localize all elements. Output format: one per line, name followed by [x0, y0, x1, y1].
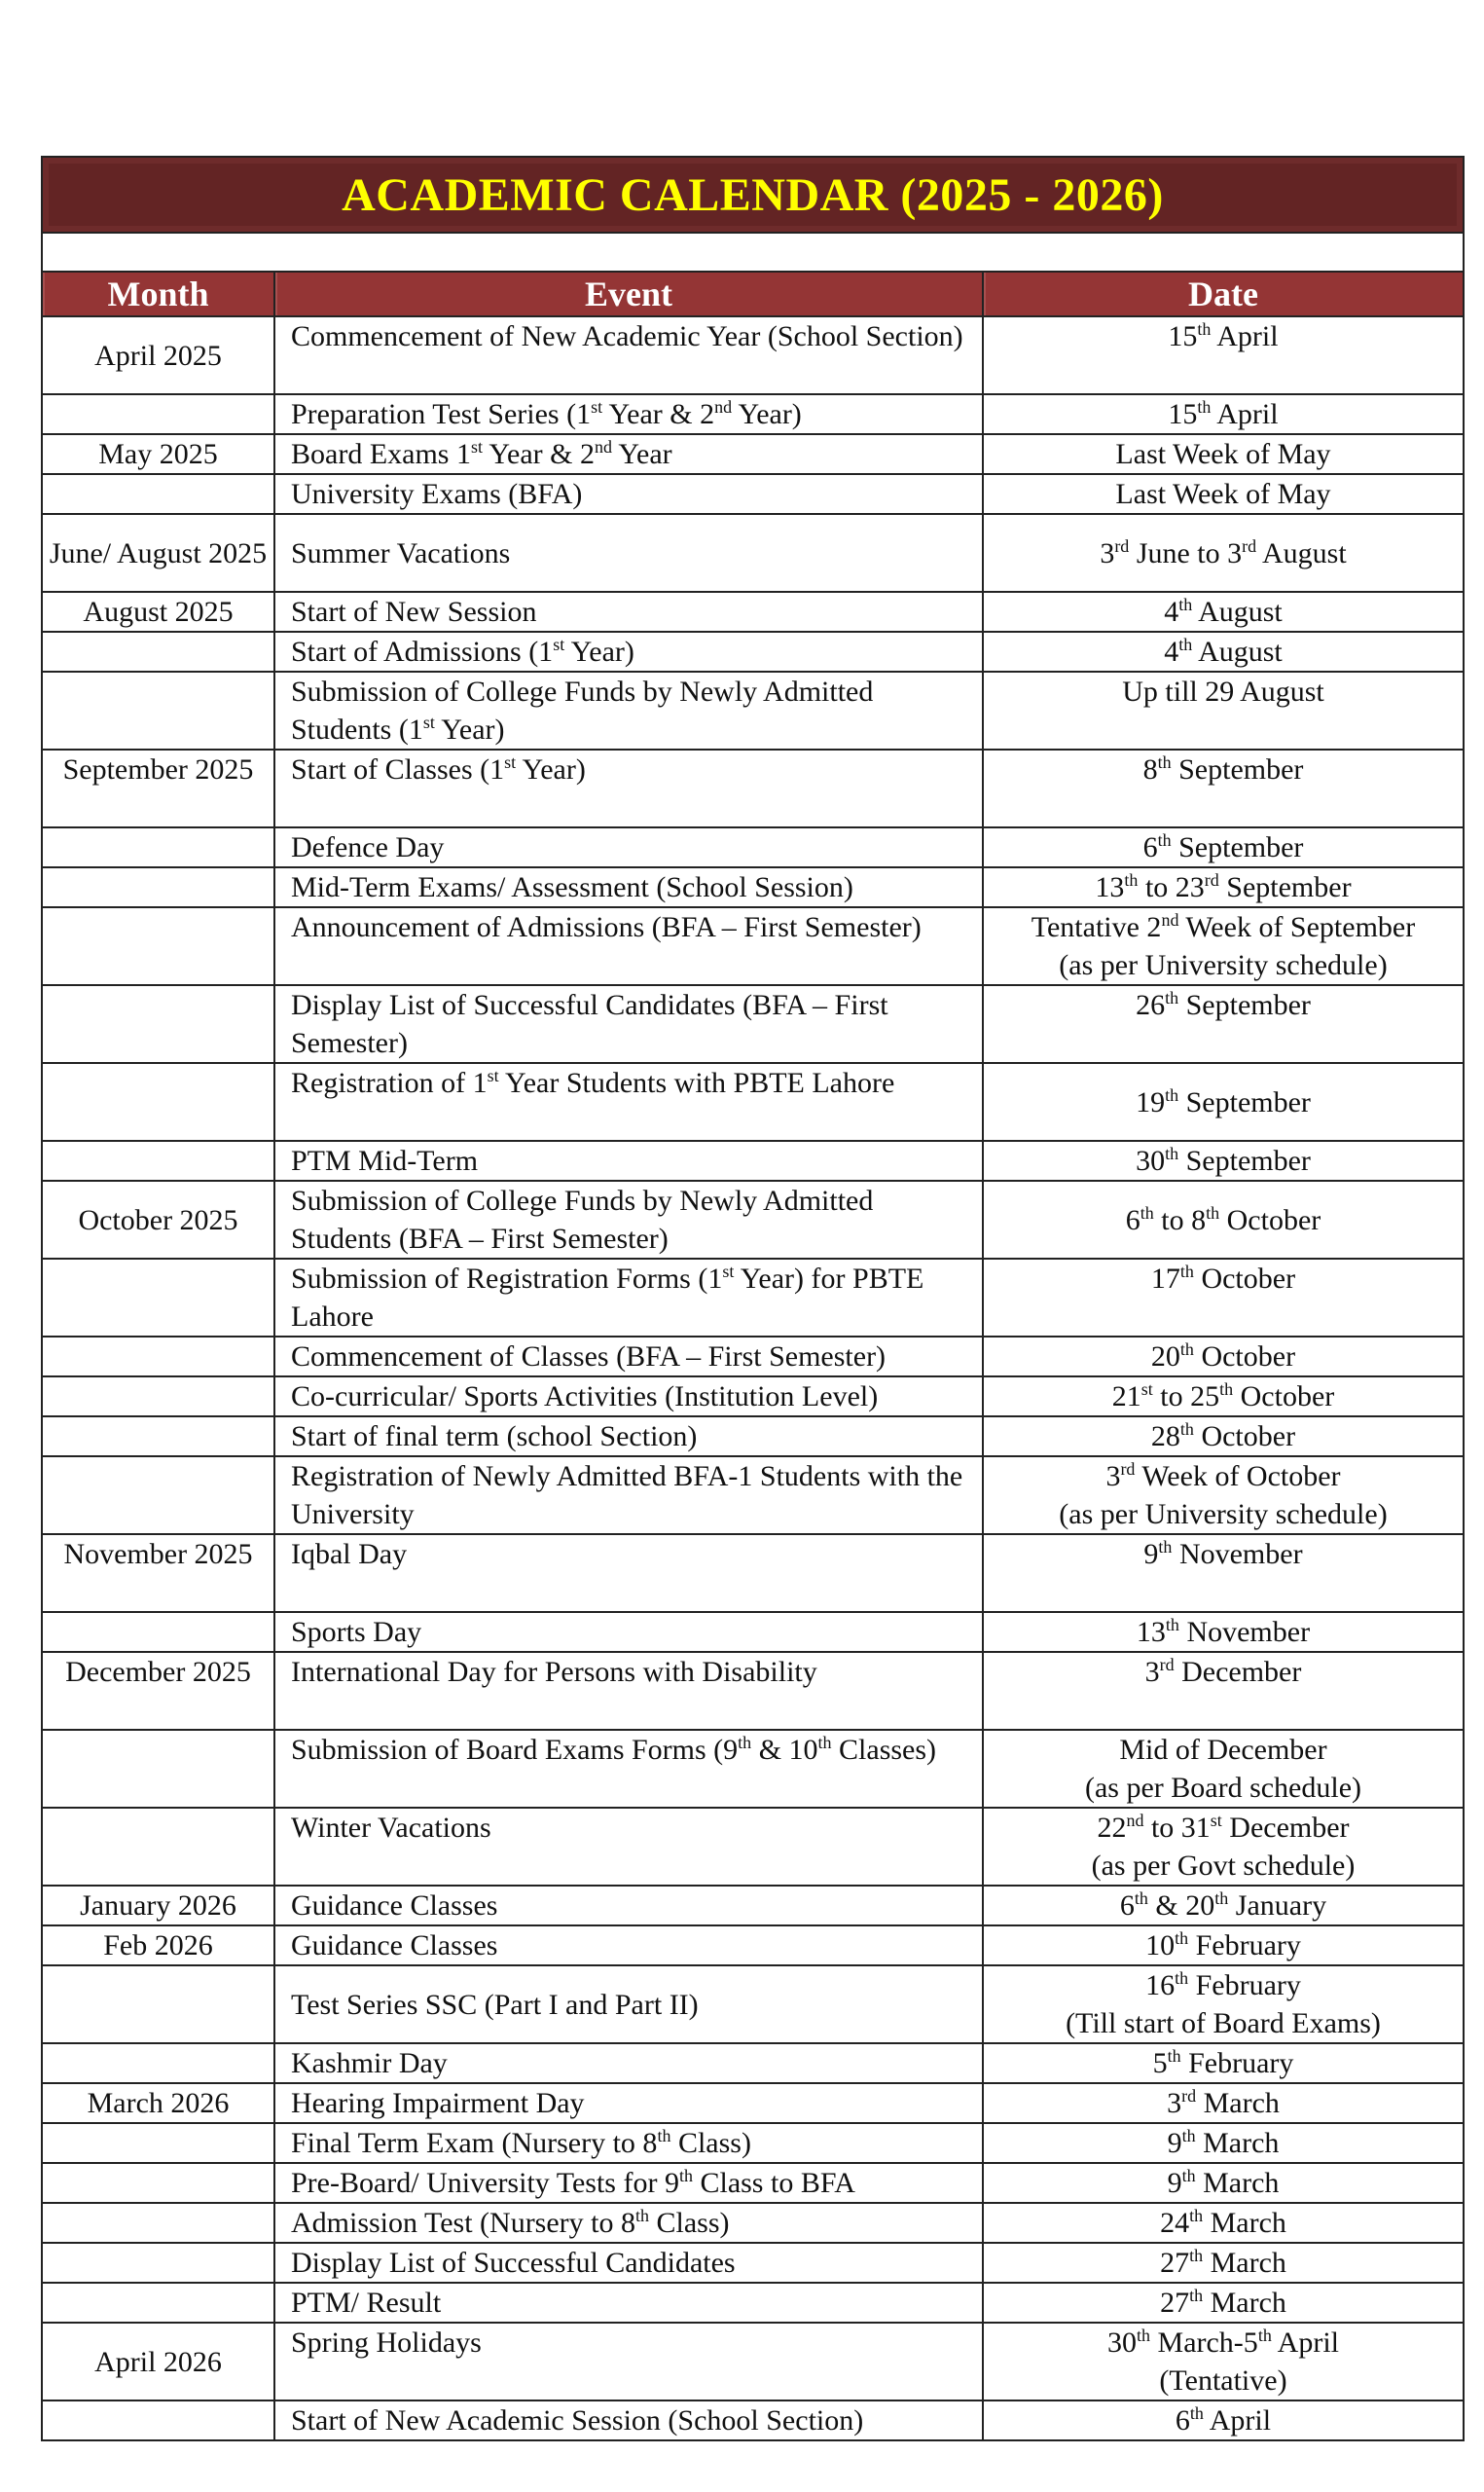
table-row: [42, 1141, 1464, 1181]
event-cell: Display List of Successful Candidates: [274, 2243, 983, 2283]
table-row: [42, 1063, 1464, 1141]
date-cell: 4th August: [983, 632, 1464, 672]
table-row: [42, 316, 1464, 394]
date-cell: 24th March: [983, 2203, 1464, 2243]
date-cell: 13th to 23rd September: [983, 867, 1464, 907]
month-cell: [42, 1259, 274, 1337]
date-cell: Tentative 2nd Week of September (as per University schedule): [983, 907, 1464, 985]
event-cell: Start of New Academic Session (School Section): [274, 2400, 983, 2440]
date-cell: 3rd December: [983, 1652, 1464, 1730]
date-cell: 3rd March: [983, 2083, 1464, 2123]
month-cell: [42, 474, 274, 514]
date-cell: 15th April: [983, 394, 1464, 434]
month-cell: October 2025: [42, 1181, 274, 1259]
table-row: [42, 1886, 1464, 1925]
date-cell: Up till 29 August: [983, 672, 1464, 750]
date-cell: 6th to 8th October: [983, 1181, 1464, 1259]
table-row: [42, 1259, 1464, 1337]
event-cell: Sports Day: [274, 1612, 983, 1652]
event-cell: International Day for Persons with Disability: [274, 1652, 983, 1730]
month-cell: [42, 672, 274, 750]
date-cell: 6th April: [983, 2400, 1464, 2440]
month-cell: [42, 1141, 274, 1181]
event-cell: Test Series SSC (Part I and Part II): [274, 1965, 983, 2043]
month-cell: [42, 867, 274, 907]
event-cell: Registration of 1st Year Students with PBTE Lahore: [274, 1063, 983, 1141]
date-cell: 6th September: [983, 827, 1464, 867]
table-row: [42, 1456, 1464, 1534]
date-cell: 17th October: [983, 1259, 1464, 1337]
table-row: [42, 1965, 1464, 2043]
event-cell: Admission Test (Nursery to 8th Class): [274, 2203, 983, 2243]
event-cell: Announcement of Admissions (BFA – First Semester): [274, 907, 983, 985]
table-row: [42, 434, 1464, 474]
date-cell: 22nd to 31st December (as per Govt schedule): [983, 1808, 1464, 1886]
month-cell: April 2026: [42, 2323, 274, 2400]
table-row: [42, 1730, 1464, 1808]
event-cell: Submission of Registration Forms (1st Year) for PBTE Lahore: [274, 1259, 983, 1337]
month-cell: [42, 1063, 274, 1141]
event-cell: Registration of Newly Admitted BFA-1 Students with the University: [274, 1456, 983, 1534]
table-row: [42, 907, 1464, 985]
event-cell: Mid-Term Exams/ Assessment (School Session): [274, 867, 983, 907]
event-cell: Submission of College Funds by Newly Admitted Students (BFA – First Semester): [274, 1181, 983, 1259]
event-cell: Pre-Board/ University Tests for 9th Class to BFA: [274, 2163, 983, 2203]
date-cell: 19th September: [983, 1063, 1464, 1141]
month-cell: [42, 2043, 274, 2083]
month-cell: January 2026: [42, 1886, 274, 1925]
date-cell: 27th March: [983, 2283, 1464, 2323]
calendar-table: [41, 156, 1465, 2441]
date-cell: 9th March: [983, 2163, 1464, 2203]
table-row: [42, 1808, 1464, 1886]
month-cell: [42, 2123, 274, 2163]
event-cell: PTM Mid-Term: [274, 1141, 983, 1181]
month-cell: May 2025: [42, 434, 274, 474]
month-cell: [42, 1965, 274, 2043]
month-cell: June/ August 2025: [42, 514, 274, 592]
event-cell: Kashmir Day: [274, 2043, 983, 2083]
month-cell: [42, 1612, 274, 1652]
page-title: ACADEMIC CALENDAR (2025 - 2026): [342, 168, 1164, 221]
month-cell: April 2025: [42, 316, 274, 394]
table-row: [42, 672, 1464, 750]
event-cell: Guidance Classes: [274, 1886, 983, 1925]
date-cell: 28th October: [983, 1416, 1464, 1456]
event-cell: Display List of Successful Candidates (BFA – First Semester): [274, 985, 983, 1063]
month-cell: [42, 1730, 274, 1808]
event-cell: Start of Admissions (1st Year): [274, 632, 983, 672]
month-cell: [42, 2243, 274, 2283]
table-row: [42, 985, 1464, 1063]
table-row: [42, 2283, 1464, 2323]
event-cell: Start of New Session: [274, 592, 983, 632]
event-cell: Hearing Impairment Day: [274, 2083, 983, 2123]
event-cell: Spring Holidays: [274, 2323, 983, 2400]
date-cell: 20th October: [983, 1337, 1464, 1376]
column-header-date: Date: [983, 272, 1464, 316]
month-cell: November 2025: [42, 1534, 274, 1612]
table-row: [42, 2400, 1464, 2440]
date-cell: 13th November: [983, 1612, 1464, 1652]
event-cell: Board Exams 1st Year & 2nd Year: [274, 434, 983, 474]
table-row: [42, 2043, 1464, 2083]
month-cell: [42, 632, 274, 672]
month-cell: [42, 1808, 274, 1886]
month-cell: [42, 1416, 274, 1456]
column-header-month: Month: [42, 272, 274, 316]
table-row: [42, 1612, 1464, 1652]
date-cell: 10th February: [983, 1925, 1464, 1965]
event-cell: Submission of Board Exams Forms (9th & 10th Classes): [274, 1730, 983, 1808]
month-cell: [42, 394, 274, 434]
date-cell: 15th April: [983, 316, 1464, 394]
date-cell: 16th February (Till start of Board Exams): [983, 1965, 1464, 2043]
month-cell: March 2026: [42, 2083, 274, 2123]
table-row: [42, 2323, 1464, 2400]
date-cell: 26th September: [983, 985, 1464, 1063]
month-cell: [42, 907, 274, 985]
event-cell: Iqbal Day: [274, 1534, 983, 1612]
table-row: [42, 1337, 1464, 1376]
month-cell: [42, 2283, 274, 2323]
date-cell: Mid of December (as per Board schedule): [983, 1730, 1464, 1808]
table-row: [42, 1181, 1464, 1259]
date-cell: Last Week of May: [983, 434, 1464, 474]
month-cell: August 2025: [42, 592, 274, 632]
spacer-cell: [42, 233, 1464, 272]
event-cell: University Exams (BFA): [274, 474, 983, 514]
date-cell: 30th September: [983, 1141, 1464, 1181]
event-cell: Co-curricular/ Sports Activities (Institution Level): [274, 1376, 983, 1416]
month-cell: December 2025: [42, 1652, 274, 1730]
table-row: [42, 867, 1464, 907]
calendar-rows: [42, 316, 1464, 2440]
event-cell: Commencement of New Academic Year (School Section): [274, 316, 983, 394]
date-cell: 9th November: [983, 1534, 1464, 1612]
spacer-row: [42, 233, 1464, 272]
month-cell: Feb 2026: [42, 1925, 274, 1965]
event-cell: Preparation Test Series (1st Year & 2nd Year): [274, 394, 983, 434]
event-cell: Defence Day: [274, 827, 983, 867]
table-row: [42, 1376, 1464, 1416]
column-header-row: [42, 272, 1464, 316]
table-row: [42, 1534, 1464, 1612]
event-cell: Start of Classes (1st Year): [274, 750, 983, 827]
event-cell: Final Term Exam (Nursery to 8th Class): [274, 2123, 983, 2163]
month-cell: [42, 2400, 274, 2440]
date-cell: 9th March: [983, 2123, 1464, 2163]
date-cell: 27th March: [983, 2243, 1464, 2283]
event-cell: Commencement of Classes (BFA – First Semester): [274, 1337, 983, 1376]
date-cell: 21st to 25th October: [983, 1376, 1464, 1416]
date-cell: 30th March-5th April (Tentative): [983, 2323, 1464, 2400]
academic-calendar-page: [41, 156, 1463, 2441]
month-cell: [42, 985, 274, 1063]
table-row: [42, 394, 1464, 434]
event-cell: Start of final term (school Section): [274, 1416, 983, 1456]
event-cell: Submission of College Funds by Newly Admitted Students (1st Year): [274, 672, 983, 750]
table-row: [42, 2163, 1464, 2203]
date-cell: 8th September: [983, 750, 1464, 827]
date-cell: 4th August: [983, 592, 1464, 632]
table-row: [42, 1652, 1464, 1730]
table-row: [42, 1416, 1464, 1456]
month-cell: [42, 1337, 274, 1376]
table-row: [42, 632, 1464, 672]
column-header-event: Event: [274, 272, 983, 316]
title-cell: [42, 157, 1464, 233]
month-cell: [42, 1376, 274, 1416]
table-row: [42, 474, 1464, 514]
event-cell: Winter Vacations: [274, 1808, 983, 1886]
title-row: [42, 157, 1464, 233]
table-row: [42, 1925, 1464, 1965]
table-row: [42, 827, 1464, 867]
month-cell: [42, 2203, 274, 2243]
event-cell: Summer Vacations: [274, 514, 983, 592]
date-cell: 3rd June to 3rd August: [983, 514, 1464, 592]
month-cell: [42, 2163, 274, 2203]
table-row: [42, 2123, 1464, 2163]
event-cell: Guidance Classes: [274, 1925, 983, 1965]
table-row: [42, 2203, 1464, 2243]
month-cell: [42, 1456, 274, 1534]
table-row: [42, 2243, 1464, 2283]
date-cell: 5th February: [983, 2043, 1464, 2083]
table-row: [42, 2083, 1464, 2123]
date-cell: 6th & 20th January: [983, 1886, 1464, 1925]
date-cell: 3rd Week of October (as per University schedule): [983, 1456, 1464, 1534]
table-row: [42, 592, 1464, 632]
table-row: [42, 514, 1464, 592]
date-cell: Last Week of May: [983, 474, 1464, 514]
month-cell: September 2025: [42, 750, 274, 827]
month-cell: [42, 827, 274, 867]
event-cell: PTM/ Result: [274, 2283, 983, 2323]
table-row: [42, 750, 1464, 827]
